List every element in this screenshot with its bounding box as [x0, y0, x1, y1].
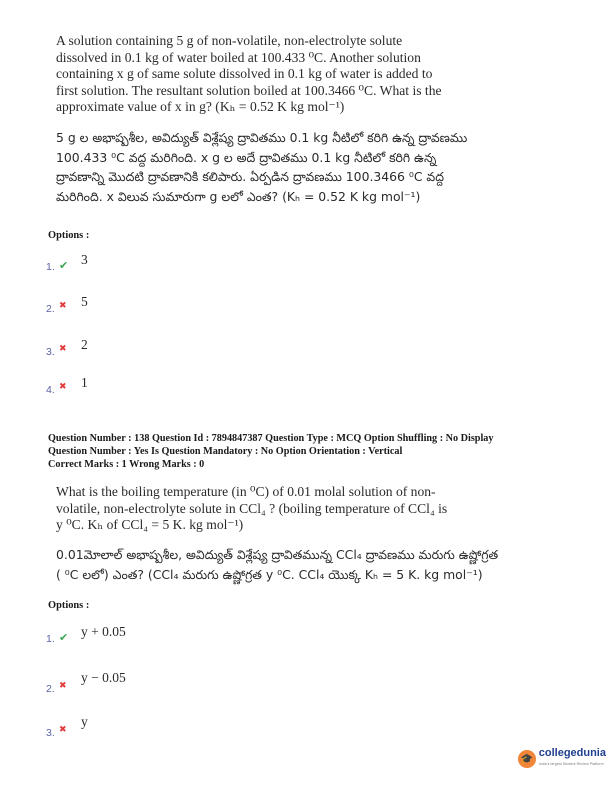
q1-option-3[interactable]	[46, 337, 246, 365]
correct-check-icon: ✔	[59, 631, 69, 644]
q2-en-line: volatile, non-electrolyte solute in CCl₄ ? (boiling temperature of CCl₄ is	[56, 500, 448, 516]
correct-check-icon: ✔	[59, 259, 69, 272]
q1-en-line: dissolved in 0.1 kg of water boiled at 100.433 ⁰C. Another solution	[56, 49, 421, 65]
q2-option-1[interactable]	[46, 624, 246, 652]
option-value: 5	[81, 294, 88, 309]
option-number: 1.	[46, 261, 55, 273]
wrong-cross-icon: ✖	[59, 382, 67, 392]
collegedunia-logo	[518, 748, 606, 770]
q1-en-line: approximate value of x in g? (Kₕ = 0.52 K kg mol⁻¹)	[56, 99, 345, 115]
q1-en-line: first solution. The resultant solution boiled at 100.3466 ⁰C. What is the	[56, 82, 442, 98]
q2-option-3[interactable]	[46, 714, 246, 742]
question-meta	[48, 433, 493, 471]
option-number: 3.	[46, 346, 55, 358]
question-1-english	[56, 33, 556, 116]
option-value: 2	[81, 337, 88, 352]
option-value: 1	[81, 375, 88, 390]
q1-option-2[interactable]	[46, 294, 246, 322]
q1-option-4[interactable]	[46, 375, 246, 403]
question-2-telugu	[56, 545, 556, 584]
option-number: 2.	[46, 303, 55, 315]
q1-te-line: 100.433 ⁰C వద్ద మరిగింది. x g ల అదే ద్రావితము 0.1 kg నీటిలో కరిగి ఉన్న	[56, 149, 437, 165]
wrong-cross-icon: ✖	[59, 725, 67, 735]
q2-te-line: 0.01మోలాల్ అభాష్పశీల, అవిద్యుత్ విశ్లేష్య ద్రావితమున్న CCl₄ ద్రావణము మరుగు ఉష్ణోగ్రత	[56, 547, 499, 562]
q1-te-line: మరిగింది. x విలువ సుమారుగా g లలో ఎంత? (Kₕ = 0.52 K kg mol⁻¹)	[56, 188, 421, 204]
q2-en-line: What is the boiling temperature (in ⁰C) of 0.01 molal solution of non-	[56, 484, 436, 499]
option-value: y + 0.05	[81, 624, 126, 639]
q1-en-line: containing x g of same solute dissolved in 0.1 kg of water is added to	[56, 66, 433, 82]
meta-line: Question Number : 138 Question Id : 7894847387 Question Type : MCQ Option Shuffling : No Display	[48, 433, 494, 444]
question-1-telugu	[56, 128, 556, 206]
q2-option-2[interactable]	[46, 670, 246, 698]
q1-te-line: 5 g ల అభాష్పశీల, అవిద్యుత్ విశ్లేష్య ద్రావితము 0.1 kg నీటిలో కరిగి ఉన్న ద్రావణము	[56, 130, 468, 145]
option-number: 3.	[46, 727, 55, 739]
wrong-cross-icon: ✖	[59, 301, 67, 311]
q2-te-line: ( ⁰C లలో) ఎంత? (CCl₄ మరుగు ఉష్ణోగ్రత y ⁰C. CCl₄ యొక్క Kₕ = 5 K. kg mol⁻¹)	[56, 566, 483, 582]
graduation-cap-icon: 🎓	[518, 750, 536, 768]
q1-option-1[interactable]	[46, 252, 246, 280]
q1-en-line: A solution containing 5 g of non-volatile, non-electrolyte solute	[56, 33, 403, 48]
option-value: y	[81, 714, 88, 729]
meta-line: Correct Marks : 1 Wrong Marks : 0	[48, 458, 205, 470]
option-number: 1.	[46, 633, 55, 645]
meta-line: Question Number : Yes Is Question Mandatory : No Option Orientation : Vertical	[48, 445, 403, 457]
option-number: 2.	[46, 683, 55, 695]
options-label: Options :	[48, 230, 90, 241]
wrong-cross-icon: ✖	[59, 344, 67, 354]
options-label: Options :	[48, 600, 90, 611]
option-number: 4.	[46, 384, 55, 396]
wrong-cross-icon: ✖	[59, 681, 67, 691]
question-2-english	[56, 484, 556, 534]
option-value: y − 0.05	[81, 670, 126, 685]
q1-te-line: ద్రావణాన్ని మొదటి ద్రావణానికి కలిపారు. ఏర్పడిన ద్రావణము 100.3466 ⁰C వద్ద	[56, 169, 444, 184]
option-value: 3	[81, 252, 88, 267]
q2-en-line: y ⁰C. Kₕ of CCl₄ = 5 K. kg mol⁻¹)	[56, 517, 244, 533]
logo-text: collegedunia India's largest Student Review Platform	[538, 747, 606, 766]
